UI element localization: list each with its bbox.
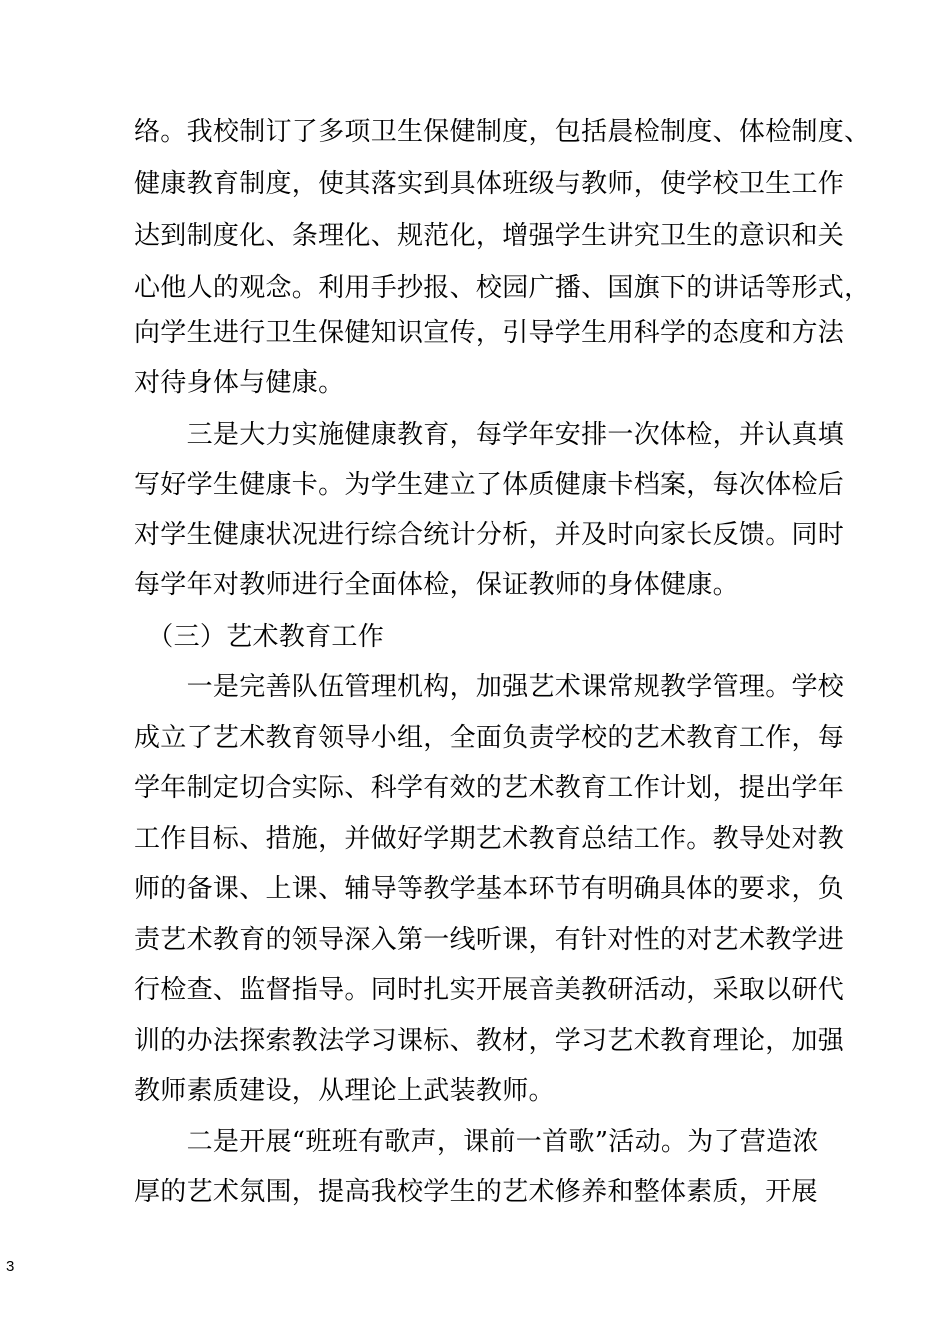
text-line: 一是完善队伍管理机构，加强艺术课常规教学管理。学校 [134,672,845,702]
text-line: 师的备课、上课、辅导等教学基本环节有明确具体的要求，负 [134,874,845,904]
text-line: 对待身体与健康。 [134,368,345,398]
text-line: 心他人的观念。利用手抄报、校园广播、国旗下的讲话等形式， [134,273,871,303]
text-line: 向学生进行卫生保健知识宣传，引导学生用科学的态度和方法 [134,318,845,348]
text-line: 二是开展“班班有歌声，课前一首歌”活动。为了营造浓 [134,1127,819,1157]
text-line: 厚的艺术氛围，提高我校学生的艺术修养和整体素质，开展 [134,1177,818,1207]
text-line: 络。我校制订了多项卫生保健制度，包括晨检制度、体检制度、 [134,117,871,147]
text-line: 对学生健康状况进行综合统计分析，并及时向家长反馈。同时 [134,520,845,550]
text-line: 教师素质建设，从理论上武装教师。 [134,1076,555,1106]
page-number: 3 [6,1258,15,1275]
text-line: 行检查、监督指导。同时扎实开展音美教研活动，采取以研代 [134,975,845,1005]
text-line: 三是大力实施健康教育，每学年安排一次体检，并认真填 [134,420,845,450]
text-line: 责艺术教育的领导深入第一线听课，有针对性的对艺术教学进 [134,925,845,955]
text-line: 健康教育制度，使其落实到具体班级与教师，使学校卫生工作 [134,169,845,199]
text-line: 写好学生健康卡。为学生建立了体质健康卡档案，每次体检后 [134,470,845,500]
text-line: 达到制度化、条理化、规范化，增强学生讲究卫生的意识和关 [134,221,845,251]
section-heading: （三）艺术教育工作 [134,622,385,652]
text-line: 成立了艺术教育领导小组，全面负责学校的艺术教育工作，每 [134,723,845,753]
text-line: 每学年对教师进行全面体检，保证教师的身体健康。 [134,570,739,600]
text-line: 训的办法探索教法学习课标、教材，学习艺术教育理论，加强 [134,1026,845,1056]
text-line: 工作目标、措施，并做好学期艺术教育总结工作。教导处对教 [134,824,845,854]
text-line: 学年制定切合实际、科学有效的艺术教育工作计划，提出学年 [134,773,845,803]
